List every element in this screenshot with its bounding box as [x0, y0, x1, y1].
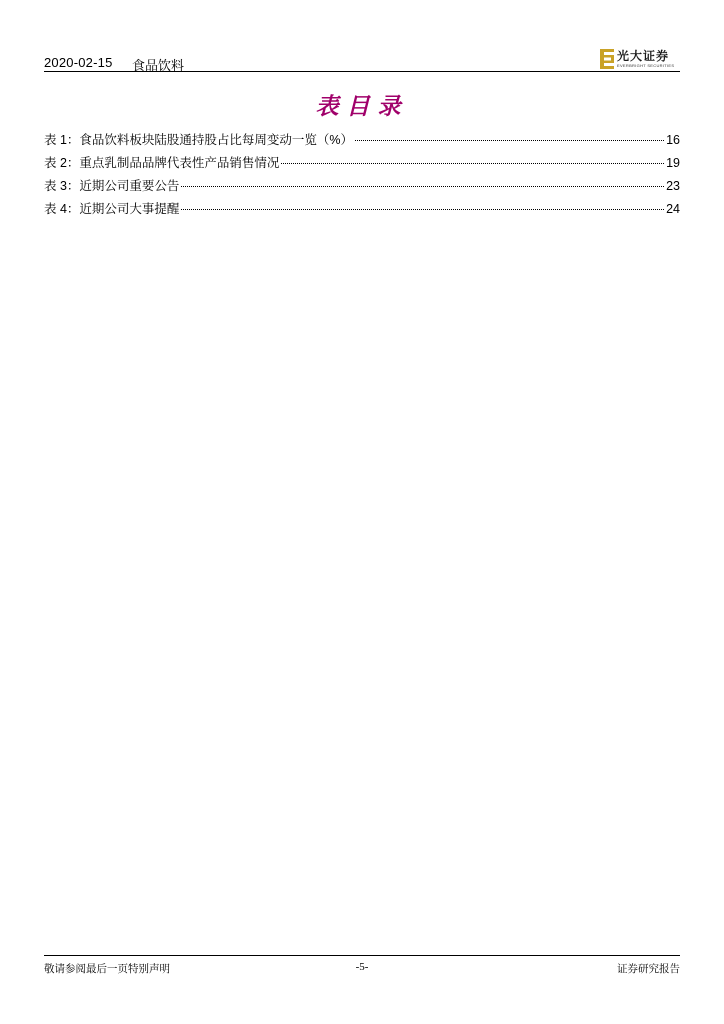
- toc-entry[interactable]: [44, 130, 680, 153]
- page-number: -5-: [355, 961, 369, 973]
- report-date: 2020-02-15: [44, 55, 113, 70]
- sector-name: 食品饮料: [132, 58, 185, 73]
- logo-subtitle: EVERBRIGHT SECURITIES: [617, 63, 675, 68]
- toc-title: 表目录: [315, 93, 409, 120]
- logo-name: 光大证券: [617, 49, 670, 63]
- toc-entry-page: 19: [666, 156, 680, 170]
- footer-disclaimer: 敬请参阅最后一页特别声明: [44, 963, 170, 975]
- toc-entry-label: 表 2：重点乳制品品牌代表性产品销售情况: [44, 156, 280, 170]
- footer-divider: [44, 955, 680, 956]
- toc-dot-leader: [281, 163, 664, 164]
- toc-entry[interactable]: [44, 153, 680, 176]
- report-type: 证券研究报告: [617, 963, 680, 975]
- everbright-logo-icon: [600, 49, 614, 69]
- toc-entry-label: 表 3：近期公司重要公告: [44, 179, 180, 193]
- toc-entry-label: 表 4：近期公司大事提醒: [44, 202, 180, 216]
- company-logo: [600, 47, 678, 71]
- toc-entry-label: 表 1：食品饮料板块陆股通持股占比每周变动一览（%）: [44, 133, 354, 147]
- toc-entry-page: 16: [666, 133, 680, 147]
- toc-entry-page: 23: [666, 179, 680, 193]
- toc-dot-leader: [355, 140, 664, 141]
- toc-dot-leader: [181, 186, 664, 187]
- table-of-contents: [44, 130, 680, 222]
- page-header: [44, 44, 680, 72]
- toc-entry[interactable]: [44, 176, 680, 199]
- toc-entry-page: 24: [666, 202, 680, 216]
- header-divider: [44, 71, 680, 72]
- toc-entry[interactable]: [44, 199, 680, 222]
- toc-dot-leader: [181, 209, 664, 210]
